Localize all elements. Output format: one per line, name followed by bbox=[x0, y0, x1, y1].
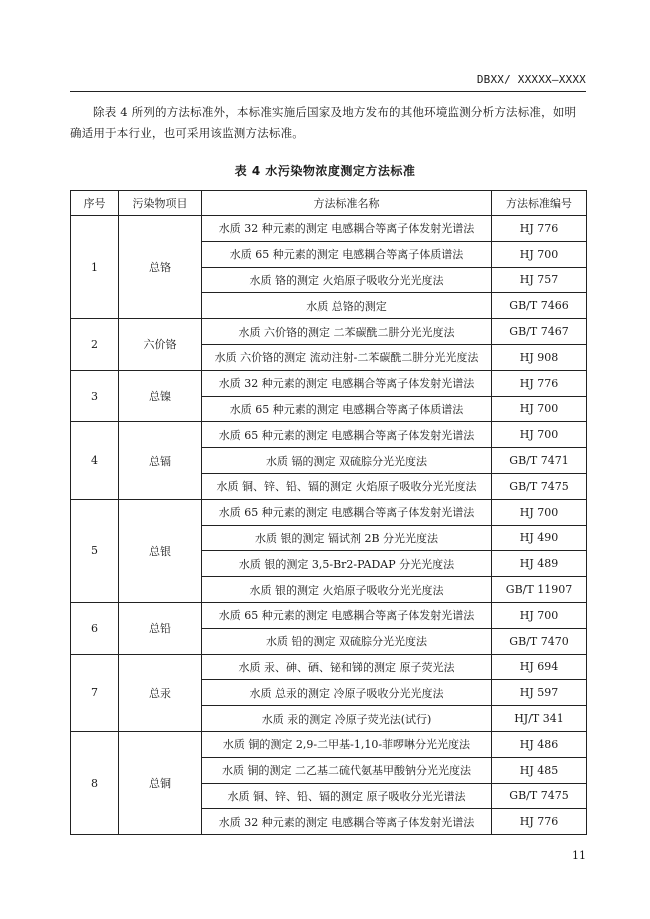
cell-method-code: HJ 490 bbox=[492, 525, 587, 551]
cell-method-name: 水质 65 种元素的测定 电感耦合等离子体发射光谱法 bbox=[202, 422, 492, 448]
cell-method-code: HJ 700 bbox=[492, 396, 587, 422]
col-header-no: 序号 bbox=[71, 191, 119, 216]
cell-method-name: 水质 银的测定 3,5-Br2-PADAP 分光光度法 bbox=[202, 551, 492, 577]
cell-pollutant: 总汞 bbox=[119, 654, 202, 731]
method-standards-table bbox=[70, 190, 587, 835]
table-row bbox=[71, 499, 587, 525]
cell-method-name: 水质 铅的测定 双硫腙分光光度法 bbox=[202, 628, 492, 654]
col-header-method-code: 方法标准编号 bbox=[492, 191, 587, 216]
cell-method-name: 水质 铬的测定 火焰原子吸收分光光度法 bbox=[202, 267, 492, 293]
cell-method-code: HJ 694 bbox=[492, 654, 587, 680]
cell-method-code: HJ/T 341 bbox=[492, 706, 587, 732]
cell-sequence-no: 7 bbox=[71, 654, 119, 731]
cell-method-code: GB/T 7475 bbox=[492, 783, 587, 809]
cell-sequence-no: 2 bbox=[71, 319, 119, 371]
cell-method-code: HJ 597 bbox=[492, 680, 587, 706]
header-divider bbox=[70, 91, 586, 92]
cell-pollutant: 总银 bbox=[119, 499, 202, 602]
cell-method-code: GB/T 7471 bbox=[492, 448, 587, 474]
cell-pollutant: 总镍 bbox=[119, 370, 202, 422]
cell-method-code: HJ 908 bbox=[492, 344, 587, 370]
table-row bbox=[71, 602, 587, 628]
cell-method-code: HJ 776 bbox=[492, 809, 587, 835]
cell-pollutant: 总镉 bbox=[119, 422, 202, 499]
cell-method-code: GB/T 7467 bbox=[492, 319, 587, 345]
cell-method-code: GB/T 11907 bbox=[492, 577, 587, 603]
cell-sequence-no: 4 bbox=[71, 422, 119, 499]
cell-method-name: 水质 32 种元素的测定 电感耦合等离子体发射光谱法 bbox=[202, 370, 492, 396]
table-row bbox=[71, 422, 587, 448]
intro-paragraph: 除表 4 所列的方法标准外，本标准实施后国家及地方发布的其他环境监测分析方法标准，如明确适用于本行业，也可采用该监测方法标准。 bbox=[70, 105, 577, 140]
cell-method-code: HJ 776 bbox=[492, 370, 587, 396]
cell-method-name: 水质 镉的测定 双硫腙分光光度法 bbox=[202, 448, 492, 474]
cell-method-code: HJ 486 bbox=[492, 731, 587, 757]
cell-method-name: 水质 六价铬的测定 流动注射-二苯碳酰二肼分光光度法 bbox=[202, 344, 492, 370]
cell-method-code: HJ 700 bbox=[492, 422, 587, 448]
cell-method-name: 水质 银的测定 镉试剂 2B 分光光度法 bbox=[202, 525, 492, 551]
cell-method-name: 水质 铜的测定 二乙基二硫代氨基甲酸钠分光光度法 bbox=[202, 757, 492, 783]
cell-method-code: HJ 776 bbox=[492, 216, 587, 242]
cell-method-code: HJ 700 bbox=[492, 499, 587, 525]
cell-method-name: 水质 总汞的测定 冷原子吸收分光光度法 bbox=[202, 680, 492, 706]
cell-method-name: 水质 汞的测定 冷原子荧光法(试行) bbox=[202, 706, 492, 732]
table-row bbox=[71, 731, 587, 757]
table-body bbox=[71, 216, 587, 835]
cell-method-code: HJ 489 bbox=[492, 551, 587, 577]
cell-method-name: 水质 32 种元素的测定 电感耦合等离子体发射光谱法 bbox=[202, 809, 492, 835]
cell-sequence-no: 6 bbox=[71, 602, 119, 654]
cell-sequence-no: 8 bbox=[71, 731, 119, 834]
cell-method-name: 水质 铜、锌、铅、镉的测定 火焰原子吸收分光光度法 bbox=[202, 473, 492, 499]
table-row bbox=[71, 654, 587, 680]
table-header-row bbox=[71, 191, 587, 216]
cell-method-code: HJ 700 bbox=[492, 241, 587, 267]
cell-method-name: 水质 银的测定 火焰原子吸收分光光度法 bbox=[202, 577, 492, 603]
table-caption: 表 4 水污染物浓度测定方法标准 bbox=[234, 164, 416, 178]
cell-method-name: 水质 汞、砷、硒、铋和锑的测定 原子荧光法 bbox=[202, 654, 492, 680]
table-row bbox=[71, 216, 587, 242]
cell-method-code: HJ 757 bbox=[492, 267, 587, 293]
cell-sequence-no: 1 bbox=[71, 216, 119, 319]
cell-pollutant: 总铬 bbox=[119, 216, 202, 319]
cell-method-code: GB/T 7466 bbox=[492, 293, 587, 319]
cell-method-name: 水质 铜、锌、铅、镉的测定 原子吸收分光光谱法 bbox=[202, 783, 492, 809]
cell-method-code: HJ 485 bbox=[492, 757, 587, 783]
col-header-method-name: 方法标准名称 bbox=[202, 191, 492, 216]
cell-pollutant: 总铅 bbox=[119, 602, 202, 654]
col-header-pollutant: 污染物项目 bbox=[119, 191, 202, 216]
table-row bbox=[71, 319, 587, 345]
cell-method-name: 水质 65 种元素的测定 电感耦合等离子体发射光谱法 bbox=[202, 602, 492, 628]
cell-method-name: 水质 65 种元素的测定 电感耦合等离子体质谱法 bbox=[202, 241, 492, 267]
cell-pollutant: 总铜 bbox=[119, 731, 202, 834]
table-row bbox=[71, 370, 587, 396]
cell-method-name: 水质 65 种元素的测定 电感耦合等离子体发射光谱法 bbox=[202, 499, 492, 525]
cell-method-name: 水质 65 种元素的测定 电感耦合等离子体质谱法 bbox=[202, 396, 492, 422]
cell-method-name: 水质 六价铬的测定 二苯碳酰二肼分光光度法 bbox=[202, 319, 492, 345]
cell-sequence-no: 3 bbox=[71, 370, 119, 422]
cell-method-code: GB/T 7470 bbox=[492, 628, 587, 654]
cell-pollutant: 六价铬 bbox=[119, 319, 202, 371]
cell-method-code: HJ 700 bbox=[492, 602, 587, 628]
document-code: DBXX/ XXXXX—XXXX bbox=[476, 73, 586, 86]
cell-method-name: 水质 32 种元素的测定 电感耦合等离子体发射光谱法 bbox=[202, 216, 492, 242]
cell-method-name: 水质 铜的测定 2,9-二甲基-1,10-菲啰啉分光光度法 bbox=[202, 731, 492, 757]
cell-method-name: 水质 总铬的测定 bbox=[202, 293, 492, 319]
cell-method-code: GB/T 7475 bbox=[492, 473, 587, 499]
page-number: 11 bbox=[572, 849, 586, 862]
cell-sequence-no: 5 bbox=[71, 499, 119, 602]
